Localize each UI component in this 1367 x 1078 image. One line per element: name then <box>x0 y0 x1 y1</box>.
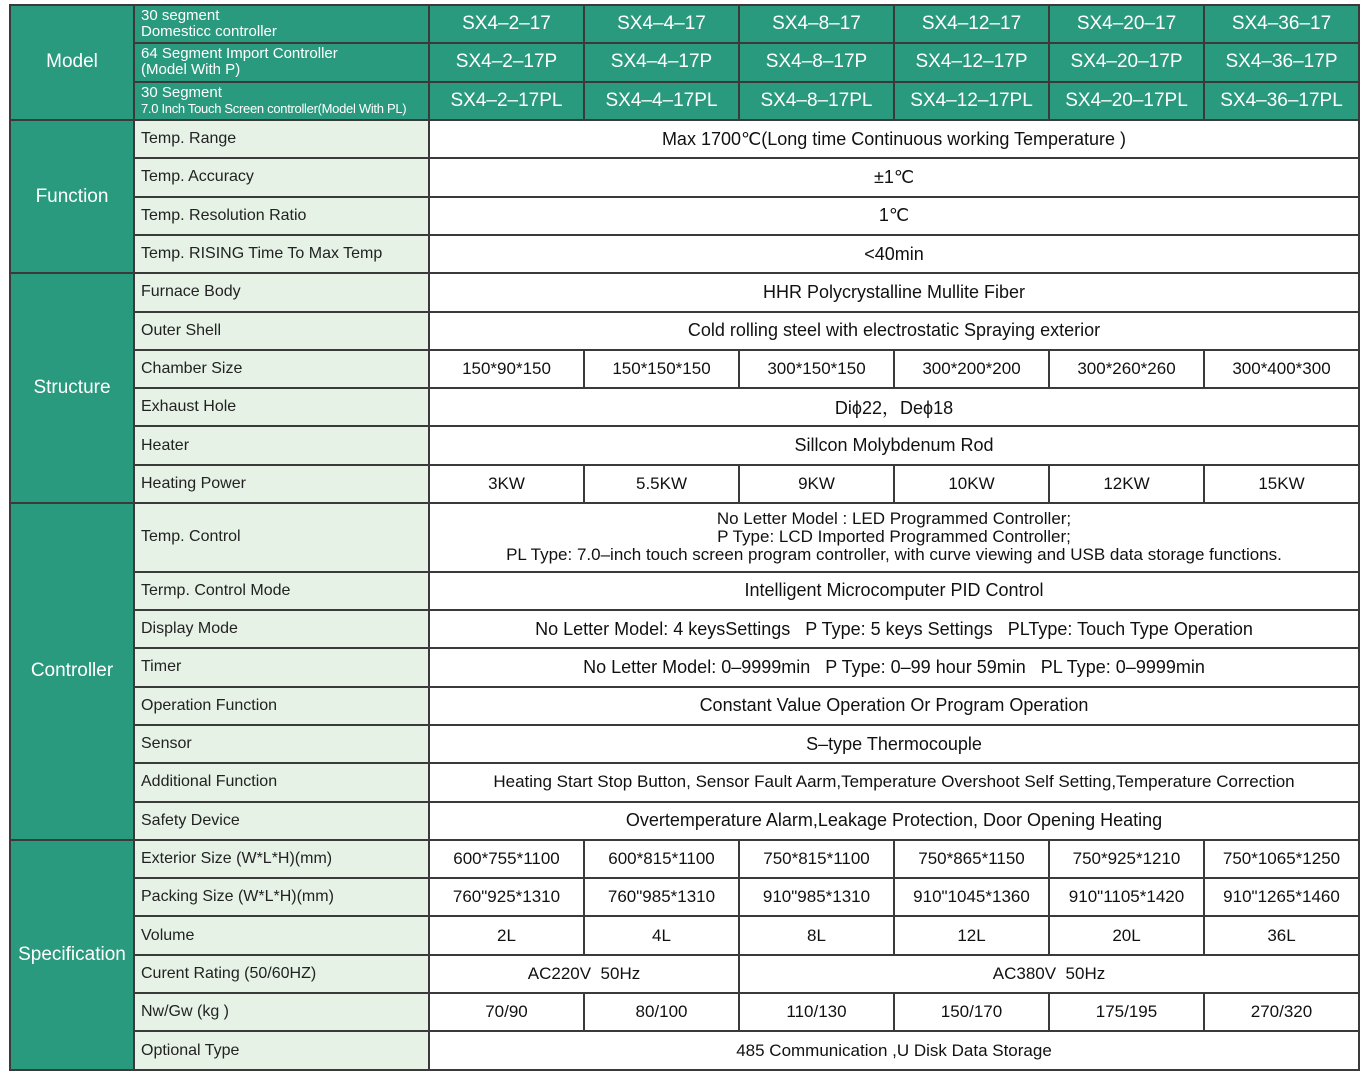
category-controller: Controller <box>10 503 134 840</box>
category-function: Function <box>10 120 134 273</box>
label-exhaust-hole: Exhaust Hole <box>134 388 429 426</box>
controller-type-label <box>134 43 429 81</box>
value-temp-resolution: 1℃ <box>429 197 1359 235</box>
value-optional-type: 485 Communication ,U Disk Data Storage <box>429 1031 1359 1070</box>
model-name: SX4–20–17PL <box>1049 82 1204 120</box>
row-weight <box>10 993 1359 1031</box>
label-sensor: Sensor <box>134 725 429 763</box>
model-name: SX4–12–17P <box>894 43 1049 81</box>
value-exterior-size: 750*925*1210 <box>1049 840 1204 878</box>
label-additional-function: Additional Function <box>134 763 429 801</box>
category-specification: Specification <box>10 840 134 1070</box>
model-name: SX4–12–17PL <box>894 82 1049 120</box>
value-exterior-size: 600*815*1100 <box>584 840 739 878</box>
row-heater <box>10 426 1359 464</box>
row-temp-control <box>10 503 1359 572</box>
row-optional-type <box>10 1031 1359 1070</box>
value-furnace-body: HHR Polycrystalline Mullite Fiber <box>429 273 1359 311</box>
value-heating-power: 15KW <box>1204 465 1359 503</box>
spec-table <box>9 4 1360 1071</box>
label-display-mode: Display Mode <box>134 610 429 648</box>
temp-control-line: No Letter Model : LED Programmed Controller; <box>716 509 1072 529</box>
row-operation-function <box>10 687 1359 725</box>
row-safety-device <box>10 802 1359 840</box>
controller-type-label <box>134 5 429 43</box>
row-furnace-body <box>10 273 1359 311</box>
value-volume: 8L <box>739 916 894 954</box>
model-name: SX4–8–17 <box>739 5 894 43</box>
value-chamber-size: 150*150*150 <box>584 350 739 388</box>
value-exterior-size: 750*865*1150 <box>894 840 1049 878</box>
label-temp-resolution: Temp. Resolution Ratio <box>134 197 429 235</box>
value-temp-accuracy: ±1℃ <box>429 158 1359 196</box>
value-packing-size: 760"985*1310 <box>584 878 739 916</box>
value-chamber-size: 300*150*150 <box>739 350 894 388</box>
value-volume: 36L <box>1204 916 1359 954</box>
value-exterior-size: 750*815*1100 <box>739 840 894 878</box>
label-packing-size: Packing Size (W*L*H)(mm) <box>134 878 429 916</box>
controller-type-line2: Domesticc controller <box>141 23 277 41</box>
temp-control-line: P Type: LCD Imported Programmed Controller; <box>717 527 1071 547</box>
model-name: SX4–36–17 <box>1204 5 1359 43</box>
row-rising-time <box>10 235 1359 273</box>
value-packing-size: 910"1105*1420 <box>1049 878 1204 916</box>
value-heating-power: 10KW <box>894 465 1049 503</box>
value-packing-size: 910"1045*1360 <box>894 878 1049 916</box>
model-name: SX4–36–17P <box>1204 43 1359 81</box>
label-heater: Heater <box>134 426 429 464</box>
model-row-3 <box>10 82 1359 120</box>
row-display-mode <box>10 610 1359 648</box>
row-heating-power <box>10 465 1359 503</box>
value-volume: 2L <box>429 916 584 954</box>
value-rising-time: <40min <box>429 235 1359 273</box>
row-additional-function <box>10 763 1359 801</box>
label-operation-function: Operation Function <box>134 687 429 725</box>
model-name: SX4–8–17P <box>739 43 894 81</box>
label-rising-time: Temp. RISING Time To Max Temp <box>134 235 429 273</box>
value-weight: 150/170 <box>894 993 1049 1031</box>
value-weight: 110/130 <box>739 993 894 1031</box>
value-chamber-size: 150*90*150 <box>429 350 584 388</box>
row-exhaust-hole <box>10 388 1359 426</box>
model-name: SX4–4–17PL <box>584 82 739 120</box>
value-weight: 70/90 <box>429 993 584 1031</box>
label-current-rating: Curent Rating (50/60HZ) <box>134 955 429 993</box>
value-safety-device: Overtemperature Alarm,Leakage Protection, Door Opening Heating <box>429 802 1359 840</box>
label-optional-type: Optional Type <box>134 1031 429 1070</box>
label-exterior-size: Exterior Size (W*L*H)(mm) <box>134 840 429 878</box>
value-current-rating-220v: AC220V 50Hz <box>429 955 739 993</box>
label-heating-power: Heating Power <box>134 465 429 503</box>
row-temp-resolution <box>10 197 1359 235</box>
value-heating-power: 3KW <box>429 465 584 503</box>
value-outer-shell: Cold rolling steel with electrostatic Spraying exterior <box>429 312 1359 350</box>
label-temp-range: Temp. Range <box>134 120 429 158</box>
row-control-mode <box>10 572 1359 610</box>
model-name: SX4–2–17PL <box>429 82 584 120</box>
value-weight: 270/320 <box>1204 993 1359 1031</box>
value-current-rating-380v: AC380V 50Hz <box>739 955 1359 993</box>
row-packing-size <box>10 878 1359 916</box>
value-heating-power: 9KW <box>739 465 894 503</box>
label-temp-control: Temp. Control <box>134 503 429 572</box>
label-safety-device: Safety Device <box>134 802 429 840</box>
row-current-rating <box>10 955 1359 993</box>
value-heater: Sillcon Molybdenum Rod <box>429 426 1359 464</box>
temp-control-line: PL Type: 7.0–inch touch screen program controller, with curve viewing and USB data storage functions. <box>506 545 1282 565</box>
category-model: Model <box>10 5 134 120</box>
value-operation-function: Constant Value Operation Or Program Operation <box>429 687 1359 725</box>
category-structure: Structure <box>10 273 134 503</box>
value-exterior-size: 750*1065*1250 <box>1204 840 1359 878</box>
value-packing-size: 910"985*1310 <box>739 878 894 916</box>
value-volume: 12L <box>894 916 1049 954</box>
controller-type-line1: 30 segment <box>141 7 220 25</box>
value-volume: 4L <box>584 916 739 954</box>
value-additional-function: Heating Start Stop Button, Sensor Fault Aarm,Temperature Overshoot Self Setting,Temperature Correction <box>429 763 1359 801</box>
model-row-1 <box>10 5 1359 43</box>
controller-type-line2: (Model With P) <box>141 61 241 79</box>
label-timer: Timer <box>134 648 429 686</box>
label-temp-accuracy: Temp. Accuracy <box>134 158 429 196</box>
value-exhaust-hole: Diϕ22，Deϕ18 <box>429 388 1359 426</box>
model-name: SX4–20–17P <box>1049 43 1204 81</box>
row-exterior-size <box>10 840 1359 878</box>
model-name: SX4–4–17P <box>584 43 739 81</box>
controller-type-line1: 30 Segment <box>141 83 222 101</box>
value-packing-size: 760"925*1310 <box>429 878 584 916</box>
value-packing-size: 910"1265*1460 <box>1204 878 1359 916</box>
label-outer-shell: Outer Shell <box>134 312 429 350</box>
model-row-2 <box>10 43 1359 81</box>
value-chamber-size: 300*260*260 <box>1049 350 1204 388</box>
row-temp-range <box>10 120 1359 158</box>
model-name: SX4–12–17 <box>894 5 1049 43</box>
value-sensor: S–type Thermocouple <box>429 725 1359 763</box>
controller-type-line2: 7.0 Inch Touch Screen controller(Model With PL) <box>141 100 407 116</box>
row-timer <box>10 648 1359 686</box>
value-temp-control <box>429 503 1359 572</box>
label-furnace-body: Furnace Body <box>134 273 429 311</box>
value-chamber-size: 300*200*200 <box>894 350 1049 388</box>
value-display-mode: No Letter Model: 4 keysSettings P Type: 5 keys Settings PLType: Touch Type Operation <box>429 610 1359 648</box>
row-volume <box>10 916 1359 954</box>
model-name: SX4–8–17PL <box>739 82 894 120</box>
label-weight: Nw/Gw (kg ) <box>134 993 429 1031</box>
model-name: SX4–2–17P <box>429 43 584 81</box>
model-name: SX4–2–17 <box>429 5 584 43</box>
value-heating-power: 5.5KW <box>584 465 739 503</box>
value-weight: 80/100 <box>584 993 739 1031</box>
label-chamber-size: Chamber Size <box>134 350 429 388</box>
value-exterior-size: 600*755*1100 <box>429 840 584 878</box>
value-weight: 175/195 <box>1049 993 1204 1031</box>
label-volume: Volume <box>134 916 429 954</box>
value-control-mode: Intelligent Microcomputer PID Control <box>429 572 1359 610</box>
row-outer-shell <box>10 312 1359 350</box>
controller-type-line1: 64 Segment Import Controller <box>141 45 338 63</box>
value-chamber-size: 300*400*300 <box>1204 350 1359 388</box>
controller-type-label <box>134 82 429 120</box>
value-temp-range: Max 1700℃(Long time Continuous working Temperature ) <box>429 120 1359 158</box>
row-sensor <box>10 725 1359 763</box>
model-name: SX4–4–17 <box>584 5 739 43</box>
value-heating-power: 12KW <box>1049 465 1204 503</box>
model-name: SX4–36–17PL <box>1204 82 1359 120</box>
label-control-mode: Termp. Control Mode <box>134 572 429 610</box>
model-name: SX4–20–17 <box>1049 5 1204 43</box>
value-volume: 20L <box>1049 916 1204 954</box>
value-timer: No Letter Model: 0–9999min P Type: 0–99 hour 59min PL Type: 0–9999min <box>429 648 1359 686</box>
row-chamber-size <box>10 350 1359 388</box>
row-temp-accuracy <box>10 158 1359 196</box>
